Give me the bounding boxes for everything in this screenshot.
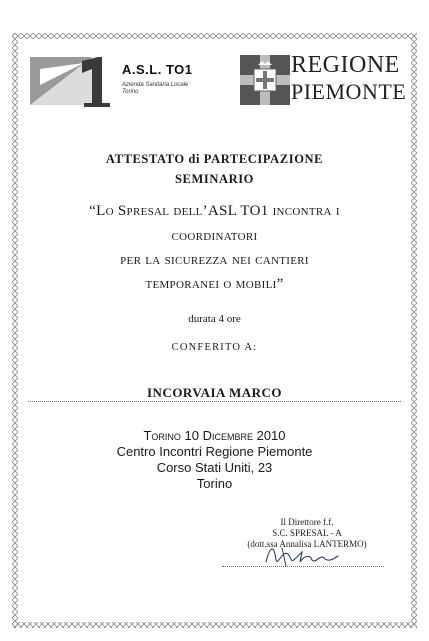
asl-subtitle: Azienda Sanitaria Locale [122,82,189,88]
duration: durata 4 ore [188,313,241,325]
signatory-department: S.C. SPRESAL - A [272,528,342,538]
certificate-subtitle: SEMINARIO [174,172,255,186]
seminar-title-line: coordinatori [171,228,258,244]
recipient-name: INCORVAIA MARCO [146,385,282,400]
regione-piemonte-emblem-icon [240,55,290,105]
seminar-title-line: “Lo Spresal dell’ASL TO1 incontra i [89,203,340,219]
asl-name: A.S.L. TO1 [122,62,193,77]
signatory-role: Il Direttore f.f. [280,517,334,527]
event-address: Corso Stati Uniti, 23 [156,460,273,475]
event-venue: Centro Incontri Regione Piemonte [116,444,313,459]
asl-city: Torino [122,89,139,95]
seminar-title-line: temporanei o mobili” [145,276,284,292]
regione-label: REGIONE [291,52,400,78]
seminar-title-line: per la sicurezza nei cantieri [120,252,309,268]
event-city: Torino [196,476,233,491]
signature-underline [222,566,384,567]
conferred-label: CONFERITO A: [171,342,258,353]
certificate-title: ATTESTATO di PARTECIPAZIONE [105,152,324,166]
signatory-name: (dott.ssa Annalisa LANTERMO) [247,539,367,549]
recipient-underline [28,401,401,402]
event-date: Torino 10 Dicembre 2010 [143,428,286,443]
piemonte-label: PIEMONTE [291,79,407,104]
